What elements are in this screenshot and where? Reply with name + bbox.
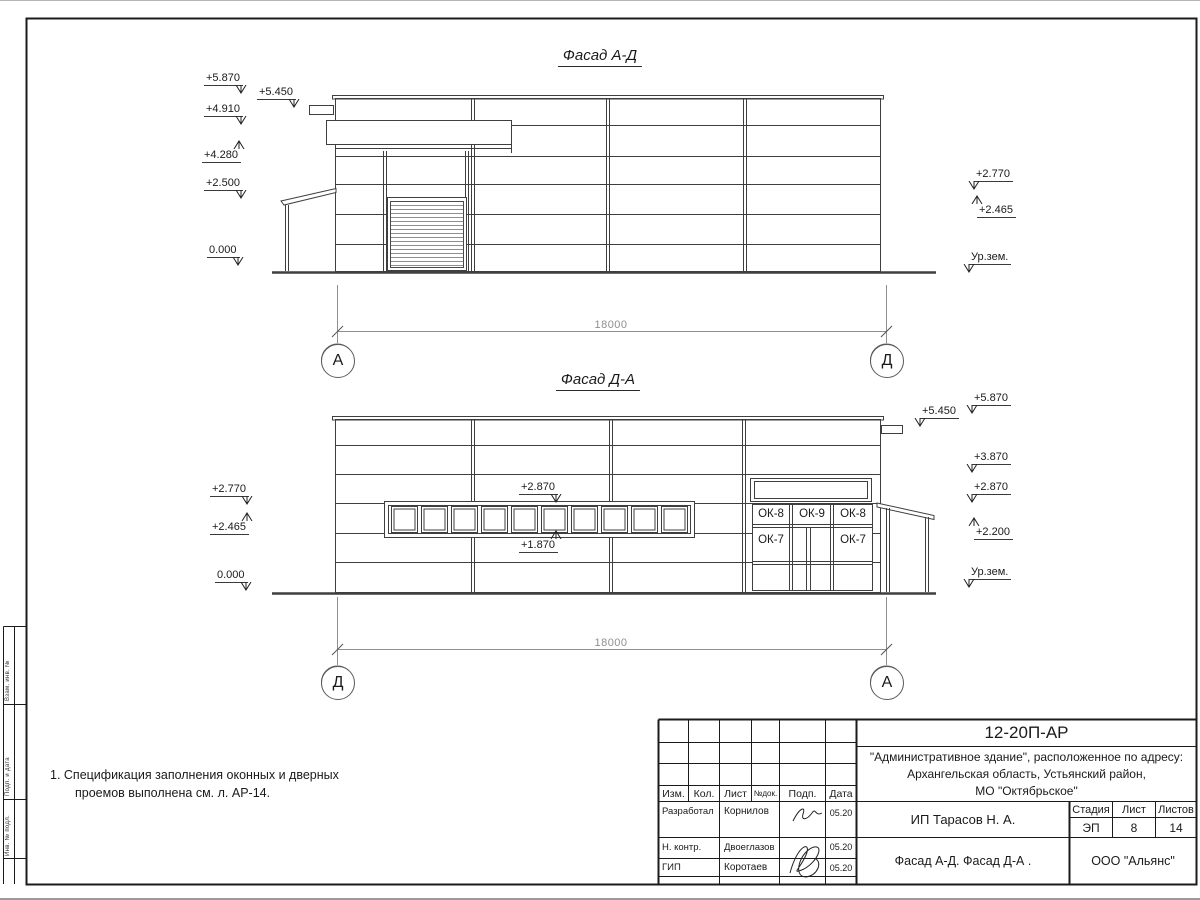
col-header-list: Лист (724, 787, 747, 800)
axis-letter: А (332, 352, 344, 369)
signature-kornilov (793, 809, 822, 821)
stage-value: ЭП (1082, 820, 1100, 835)
elevation-mark (519, 539, 558, 553)
row-name: Двоеглазов (724, 842, 775, 853)
elevation-value: Ур.зем. (969, 251, 1011, 265)
row-role: Н. контр. (662, 842, 702, 853)
doc-number: 12-20П-АР (984, 723, 1069, 742)
elevation-arrow-down-icon (966, 494, 978, 503)
project-address-line1: "Административное здание", расположенное по адресу: (869, 749, 1184, 764)
elevation-value: +2.770 (210, 483, 249, 497)
margin-label-podp: Подп. и дата (5, 757, 11, 796)
elevation-mark (972, 451, 1011, 465)
project-address-line2: Архангельская область, Устьянский район, (907, 766, 1146, 781)
elevation-arrow-down-icon (966, 405, 978, 414)
elevation-mark (202, 149, 241, 163)
elevation-value: +5.450 (257, 86, 296, 100)
elevation-mark (204, 177, 243, 191)
elevation-value: +1.870 (519, 539, 558, 553)
elevation-arrow-down-icon (963, 579, 975, 588)
axis-bubble-a (321, 344, 355, 378)
elevation-arrow-down-icon (550, 494, 562, 503)
elevation-mark (207, 244, 240, 258)
client-name: ИП Тарасов Н. А. (910, 812, 1016, 827)
margin-label-vzam: Взам. инв. № (5, 660, 11, 701)
elevation-value: +2.465 (210, 521, 249, 535)
elevation-value: +4.280 (202, 149, 241, 163)
elevation-mark (519, 481, 558, 495)
elevation-value: +2.770 (974, 168, 1013, 182)
signature-gip (790, 847, 819, 877)
elevation-arrow-up-icon (233, 140, 245, 149)
note-line-2: проемов выполнена см. л. АР-14. (75, 786, 271, 800)
elevation-arrow-down-icon (963, 264, 975, 273)
organization-name: ООО "Альянс" (1091, 854, 1175, 868)
elevation-value: +5.450 (920, 405, 959, 419)
row-name: Корнилов (724, 806, 769, 817)
ground-level-mark (969, 566, 1011, 580)
elevation-value: +2.870 (972, 481, 1011, 495)
list-label: Лист (1122, 803, 1146, 816)
window-label-ok7: ОК-7 (758, 534, 784, 546)
axis-bubble-d (321, 666, 355, 700)
ground-level-mark (969, 251, 1011, 265)
elevation-arrow-down-icon (914, 418, 926, 427)
margin-label-inv: Инв. № подл. (5, 815, 11, 856)
elevation-mark (972, 481, 1011, 495)
elevation-arrow-up-icon (241, 512, 253, 521)
axis-letter: А (881, 674, 893, 691)
row-date: 05.20 (829, 808, 853, 818)
elevation-arrow-up-icon (968, 517, 980, 526)
sheet-title: Фасад А-Д. Фасад Д-А . (894, 854, 1032, 868)
window-label-ok9: ОК-9 (799, 508, 825, 520)
col-header-kol: Кол. (693, 787, 715, 800)
axis-bubble-a (870, 666, 904, 700)
elevation-mark (210, 483, 249, 497)
elevation-arrow-down-icon (288, 99, 300, 108)
elevation-arrow-down-icon (968, 181, 980, 190)
rollup-door-slats (390, 201, 464, 268)
note-line-1: 1. Спецификация заполнения оконных и дверных (50, 768, 339, 782)
elevation-arrow-up-icon (550, 530, 562, 539)
elevation-arrow-down-icon (235, 116, 247, 125)
row-date: 05.20 (829, 863, 853, 873)
elevation-arrow-down-icon (232, 257, 244, 266)
project-address-line3: МО "Октябрьское" (975, 783, 1078, 798)
elevation-mark (204, 72, 243, 86)
listov-value: 14 (1169, 820, 1183, 835)
elevation-mark (257, 86, 296, 100)
facade-da-drawing (272, 417, 936, 594)
axis-letter: Д (332, 674, 344, 691)
elevation-mark (974, 168, 1013, 182)
window-label-ok8: ОК-8 (840, 508, 866, 520)
elevation-mark (972, 392, 1011, 406)
elevation-value: +4.910 (204, 103, 243, 117)
listov-label: Листов (1158, 803, 1194, 816)
row-date: 05.20 (829, 842, 853, 852)
window-label-ok8: ОК-8 (758, 508, 784, 520)
elevation-arrow-down-icon (966, 464, 978, 473)
elevation-value: Ур.зем. (969, 566, 1011, 580)
facade-ad-title: Фасад А-Д (558, 47, 642, 67)
elevation-mark (977, 204, 1016, 218)
elevation-value: +5.870 (204, 72, 243, 86)
stage-label: Стадия (1072, 803, 1110, 816)
elevation-mark (974, 526, 1013, 540)
axis-letter: Д (881, 352, 893, 369)
col-header-podp: Подп. (788, 787, 817, 800)
elevation-value: +2.870 (519, 481, 558, 495)
elevation-arrow-down-icon (235, 85, 247, 94)
col-header-data: Дата (829, 787, 853, 800)
elevation-value: 0.000 (215, 569, 248, 583)
facade-ad-drawing (272, 96, 936, 273)
list-value: 8 (1130, 820, 1138, 835)
row-role: Разработал (662, 806, 714, 817)
elevation-value: 0.000 (207, 244, 240, 258)
facade-da-title: Фасад Д-А (556, 371, 640, 391)
window-label-ok7: ОК-7 (840, 534, 866, 546)
row-name: Коротаев (724, 862, 768, 873)
row-role: ГИП (662, 862, 681, 873)
elevation-arrow-up-icon (971, 195, 983, 204)
elevation-arrow-down-icon (240, 582, 252, 591)
axis-bubble-d (870, 344, 904, 378)
elevation-arrow-down-icon (241, 496, 253, 505)
dimension-text: 18000 (594, 637, 628, 649)
elevation-mark (204, 103, 243, 117)
elevation-arrow-down-icon (235, 190, 247, 199)
elevation-value: +2.200 (974, 526, 1013, 540)
elevation-value: +5.870 (972, 392, 1011, 406)
dimension-text: 18000 (594, 319, 628, 331)
col-header-ndok: №док. (753, 789, 778, 798)
elevation-value: +2.500 (204, 177, 243, 191)
elevation-value: +2.465 (977, 204, 1016, 218)
col-header-izm: Изм. (662, 787, 685, 800)
elevation-value: +3.870 (972, 451, 1011, 465)
elevation-mark (210, 521, 249, 535)
elevation-mark (920, 405, 959, 419)
elevation-mark (215, 569, 248, 583)
signatures (790, 809, 822, 877)
